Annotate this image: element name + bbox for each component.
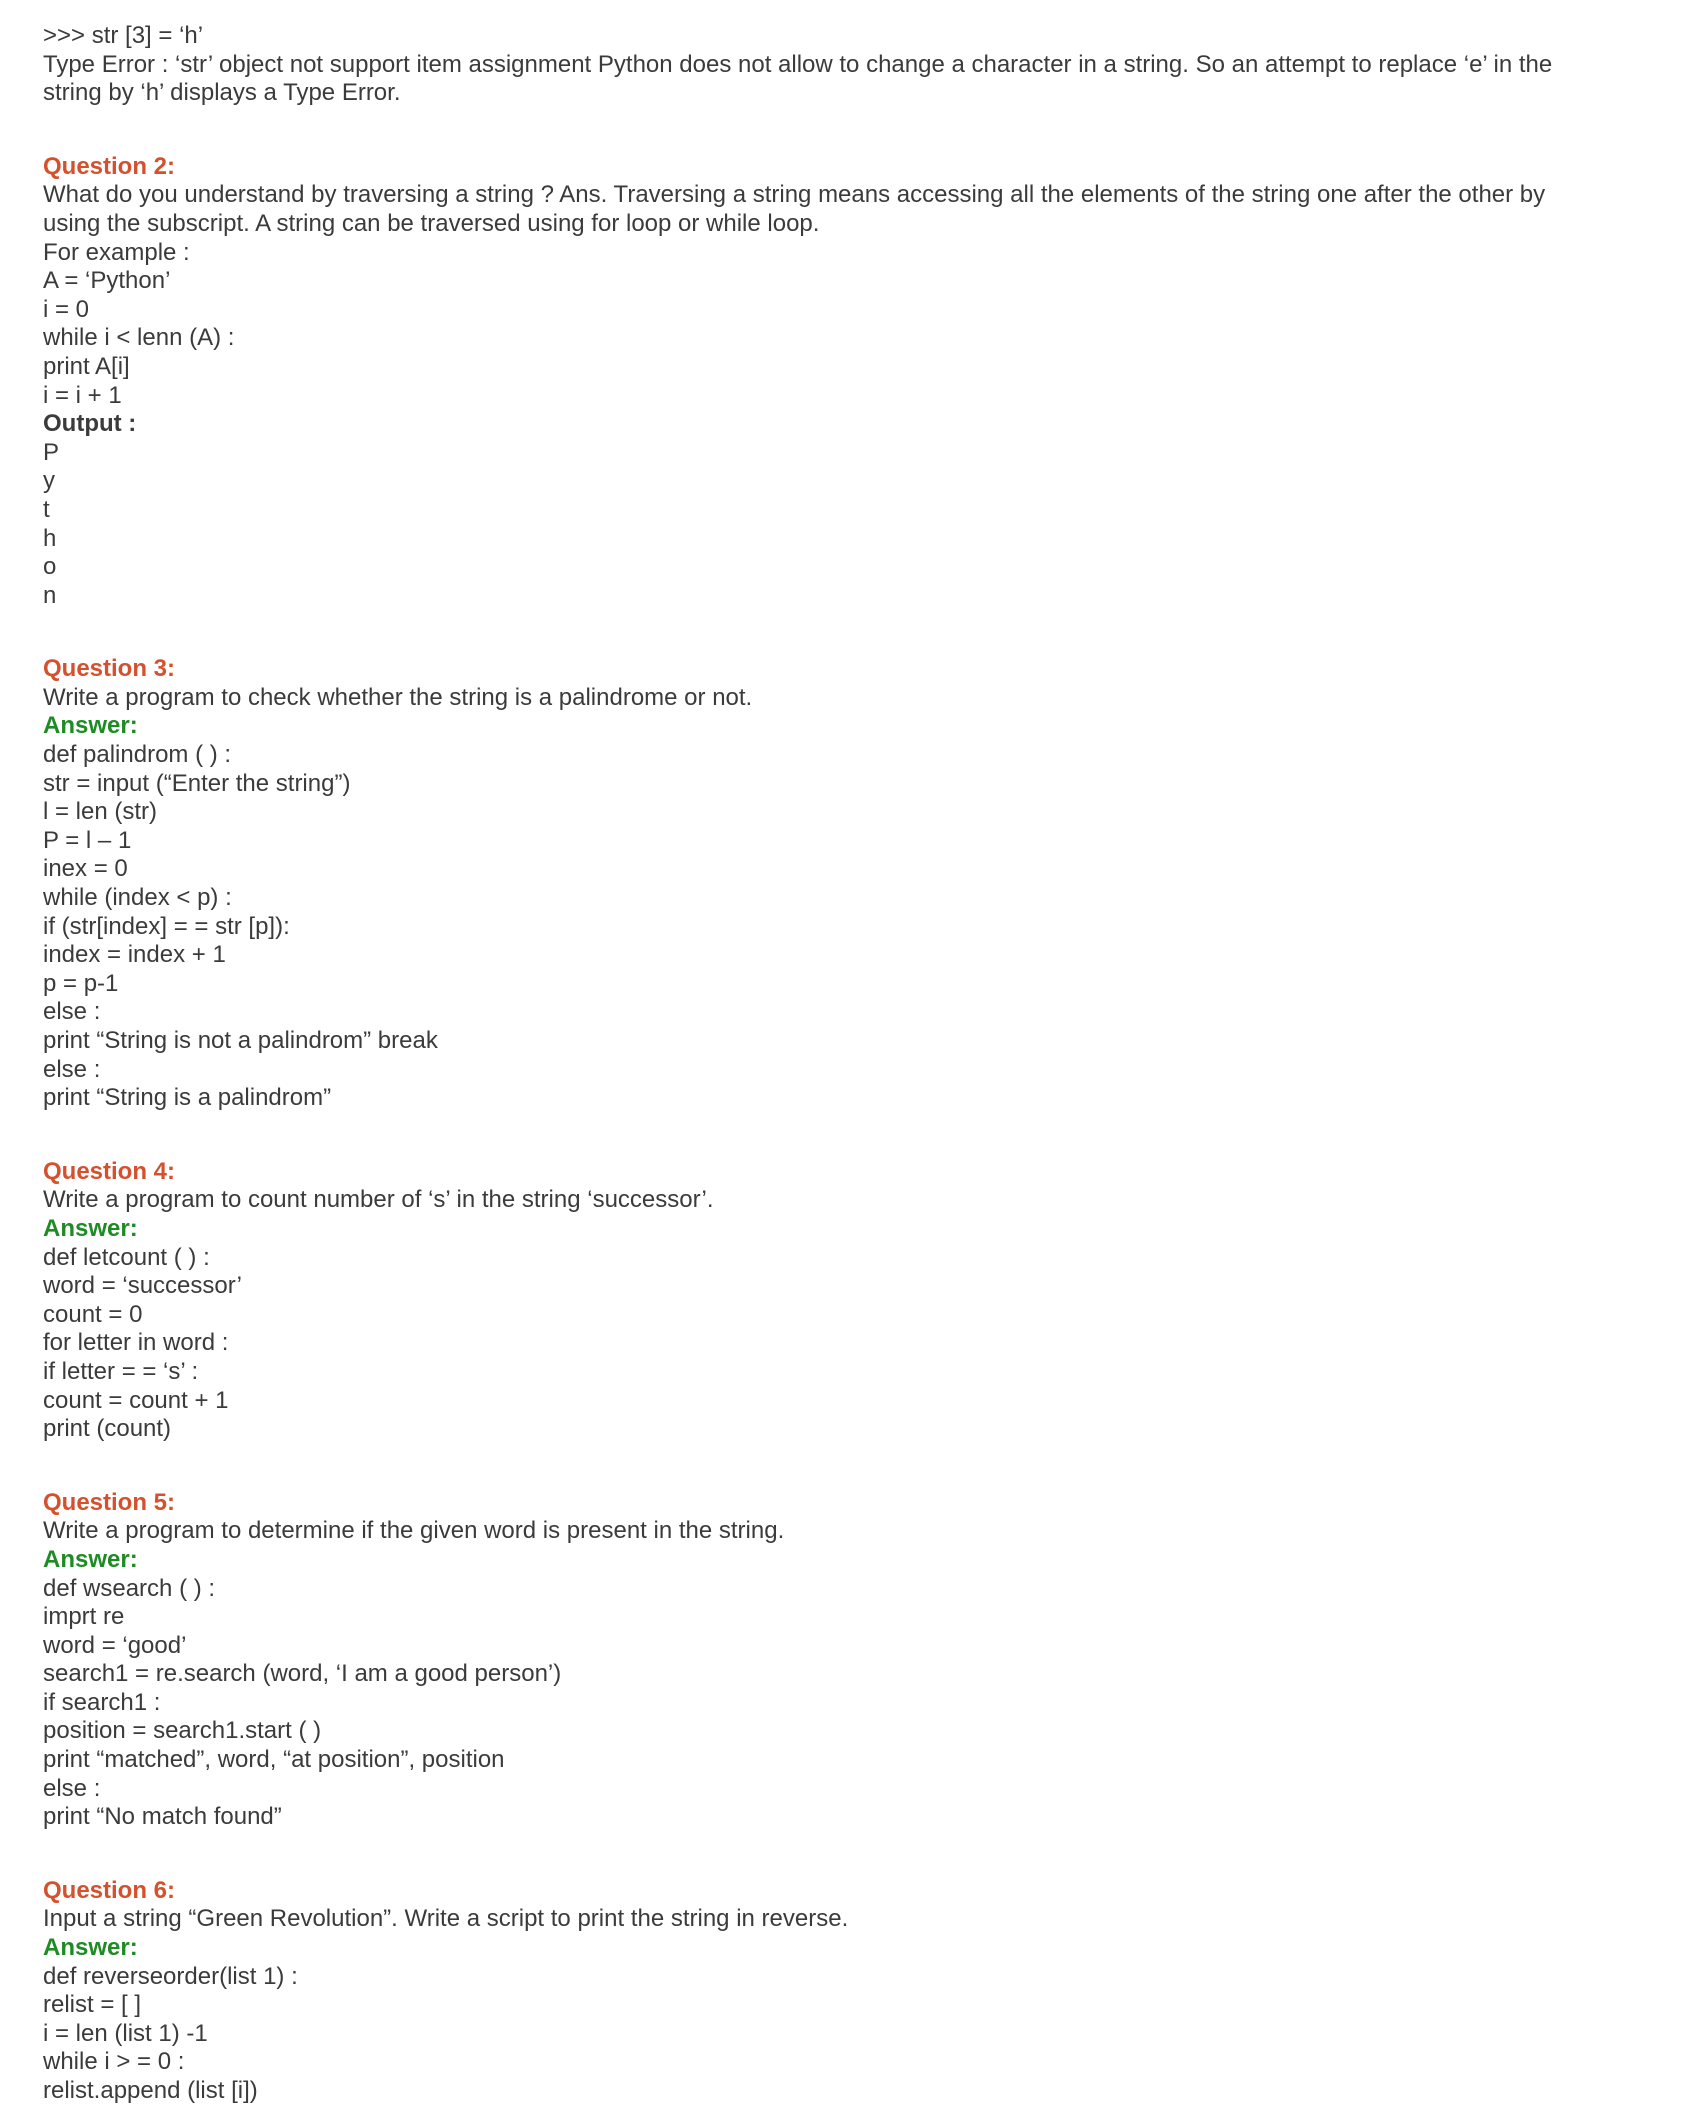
question-heading: Question 4:: [43, 1157, 176, 1185]
answer-label: Answer:: [43, 712, 138, 740]
text-line: while i > = 0 :: [43, 2048, 185, 2076]
text-line: Type Error : ‘str’ object not support item assignment Python does not allow to change a character in a string. So an attempt to replace ‘e’ in the: [43, 50, 1553, 78]
text-line: A = ‘Python’: [43, 267, 171, 295]
text-line: using the subscript. A string can be traversed using for loop or while loop.: [43, 209, 820, 237]
answer-label: Answer:: [43, 1934, 138, 1962]
paragraph-gap: [43, 1832, 1674, 1877]
text-line: print (count): [43, 1415, 172, 1443]
text-line: index = index + 1: [43, 941, 226, 969]
text-line: def reverseorder(list 1) :: [43, 1962, 298, 1990]
text-line: Write a program to count number of ‘s’ in the string ‘successor’.: [43, 1186, 714, 1214]
text-line: P = l – 1: [43, 826, 132, 854]
output-label: Output :: [43, 410, 137, 438]
text-line: count = count + 1: [43, 1386, 229, 1414]
text-line: P: [43, 438, 60, 466]
text-line: l = len (str): [43, 798, 158, 826]
text-line: relist.append (list [i]): [43, 2077, 258, 2104]
text-line: o: [43, 553, 57, 581]
text-line: p = p-1: [43, 969, 119, 997]
text-line: while i < lenn (A) :: [43, 324, 235, 352]
text-line: For example :: [43, 238, 190, 266]
text-line: y: [43, 467, 55, 495]
question-heading: Question 6:: [43, 1876, 176, 1904]
text-line: def wsearch ( ) :: [43, 1574, 216, 1602]
text-line: i = len (list 1) -1: [43, 2019, 208, 2047]
text-line: for letter in word :: [43, 1329, 229, 1357]
answer-label: Answer:: [43, 1214, 138, 1242]
text-line: else :: [43, 1055, 101, 1083]
text-line: word = ‘good’: [43, 1631, 187, 1659]
text-line: if search1 :: [43, 1688, 161, 1716]
text-line: What do you understand by traversing a string ? Ans. Traversing a string means accessing all the elements of the string one after the other by: [43, 181, 1546, 209]
text-line: position = search1.start ( ): [43, 1717, 322, 1745]
text-line: i = i + 1: [43, 381, 122, 409]
paragraph-gap: [43, 1444, 1674, 1489]
answer-label: Answer:: [43, 1545, 138, 1573]
text-line: print “No match found”: [43, 1803, 282, 1831]
text-line: i = 0: [43, 295, 90, 323]
text-line: print “String is not a palindrom” break: [43, 1027, 438, 1054]
text-line: str = input (“Enter the string”): [43, 769, 351, 797]
text-line: h: [43, 524, 57, 552]
question-heading: Question 3:: [43, 655, 176, 683]
text-line: print A[i]: [43, 352, 130, 380]
text-line: Input a string “Green Revolution”. Write a script to print the string in reverse.: [43, 1905, 849, 1933]
text-line: relist = [ ]: [43, 1991, 142, 2019]
document-content: [43, 22, 1674, 2106]
text-line: if (str[index] = = str [p]):: [43, 912, 290, 940]
question-heading: Question 2:: [43, 152, 176, 180]
paragraph-gap: [43, 610, 1674, 655]
text-line: while (index < p) :: [43, 884, 232, 912]
text-line: print “String is a palindrom”: [43, 1084, 332, 1112]
text-line: else :: [43, 998, 101, 1026]
text-line: t: [43, 495, 50, 523]
text-line: def letcount ( ) :: [43, 1243, 210, 1271]
text-line: if letter = = ‘s’ :: [43, 1357, 199, 1385]
text-line: print “matched”, word, “at position”, position: [43, 1746, 505, 1774]
paragraph-gap: [43, 108, 1674, 153]
text-line: string by ‘h’ displays a Type Error.: [43, 79, 401, 107]
text-line: word = ‘successor’: [43, 1272, 242, 1300]
text-line: count = 0: [43, 1300, 143, 1328]
text-line: else :: [43, 1774, 101, 1802]
paragraph-gap: [43, 1113, 1674, 1158]
text-line: Write a program to determine if the given word is present in the string.: [43, 1517, 785, 1545]
text-line: def palindrom ( ) :: [43, 741, 232, 769]
text-line: inex = 0: [43, 855, 128, 883]
text-line: n: [43, 581, 57, 609]
text-line: Write a program to check whether the string is a palindrome or not.: [43, 683, 753, 711]
question-heading: Question 5:: [43, 1488, 176, 1516]
text-line: search1 = re.search (word, ‘I am a good person’): [43, 1660, 562, 1688]
text-line: >>> str [3] = ‘h’: [43, 22, 204, 49]
text-line: imprt re: [43, 1603, 125, 1631]
